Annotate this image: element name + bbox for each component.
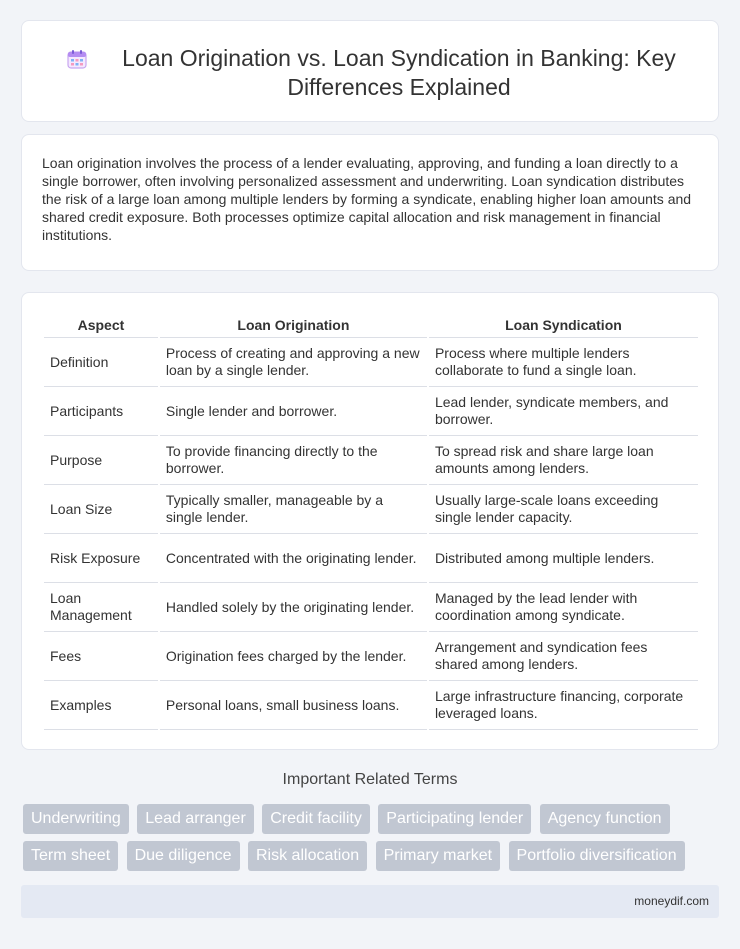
table-row [44,680,698,730]
header-loan-syndication: Loan Syndication [505,317,622,333]
row-aspect: Loan Management [44,582,158,631]
footer [21,885,719,918]
row-aspect: Risk Exposure [44,533,158,582]
row-aspect: Participants [44,386,158,435]
table-row [44,582,698,631]
tag-participating-lender[interactable]: Participating lender [378,804,531,834]
row-origination: To provide financing directly to the borrower. [160,435,427,484]
row-syndication: Usually large-scale loans exceeding single lender capacity. [429,484,698,533]
table-row [44,386,698,435]
header-loan-origination: Loan Origination [237,317,350,333]
tag-agency-function[interactable]: Agency function [540,804,670,834]
tag-due-diligence[interactable]: Due diligence [127,841,240,871]
footer-site[interactable]: moneydif.com [634,894,709,908]
header-aspect: Aspect [77,317,125,333]
row-origination: Origination fees charged by the lender. [160,631,427,680]
table-row [44,435,698,484]
row-origination: Personal loans, small business loans. [160,680,427,730]
row-syndication: Lead lender, syndicate members, and borrower. [429,386,698,435]
row-origination: Process of creating and approving a new loan by a single lender. [160,337,427,386]
tag-underwriting[interactable]: Underwriting [23,804,129,834]
row-origination: Concentrated with the originating lender. [160,533,427,582]
table-row [44,533,698,582]
title-card [21,20,719,122]
comparison-card [21,292,719,750]
page-title: Loan Origination vs. Loan Syndication in Banking: Key Differences Explained [122,45,676,100]
table-row [44,631,698,680]
tag-term-sheet[interactable]: Term sheet [23,841,118,871]
tag-portfolio-diversification[interactable]: Portfolio diversification [509,841,685,871]
tag-lead-arranger[interactable]: Lead arranger [137,804,254,834]
tag-primary-market[interactable]: Primary market [376,841,500,871]
row-syndication: Process where multiple lenders collaborate to fund a single loan. [429,337,698,386]
row-aspect: Purpose [44,435,158,484]
row-aspect: Fees [44,631,158,680]
row-origination: Typically smaller, manageable by a single lender. [160,484,427,533]
calendar-icon [66,48,88,70]
row-syndication: Arrangement and syndication fees shared among lenders. [429,631,698,680]
comparison-table [42,313,700,730]
row-aspect: Loan Size [44,484,158,533]
related-terms-list [23,804,723,878]
tag-credit-facility[interactable]: Credit facility [262,804,370,834]
row-syndication: To spread risk and share large loan amounts among lenders. [429,435,698,484]
row-syndication: Distributed among multiple lenders. [429,533,698,582]
related-terms-title: Important Related Terms [282,771,458,788]
table-row [44,484,698,533]
row-origination: Handled solely by the originating lender. [160,582,427,631]
intro-paragraph: Loan origination involves the process of a lender evaluating, approving, and funding a loan directly to a single borrower, often involving personalized assessment and underwriting. Loan syndication distributes the risk of a large loan among multiple lenders by forming a syndicate, enabling higher loan amounts and shared credit exposure. Both processes optimize capital allocation and risk management in financial institutions. [42,155,692,243]
intro-card [21,134,719,271]
row-syndication: Managed by the lead lender with coordination among syndicate. [429,582,698,631]
row-aspect: Definition [44,337,158,386]
tag-risk-allocation[interactable]: Risk allocation [248,841,367,871]
table-row [44,337,698,386]
row-origination: Single lender and borrower. [160,386,427,435]
table-header-row [44,313,698,337]
row-syndication: Large infrastructure financing, corporate leveraged loans. [429,680,698,730]
row-aspect: Examples [44,680,158,730]
